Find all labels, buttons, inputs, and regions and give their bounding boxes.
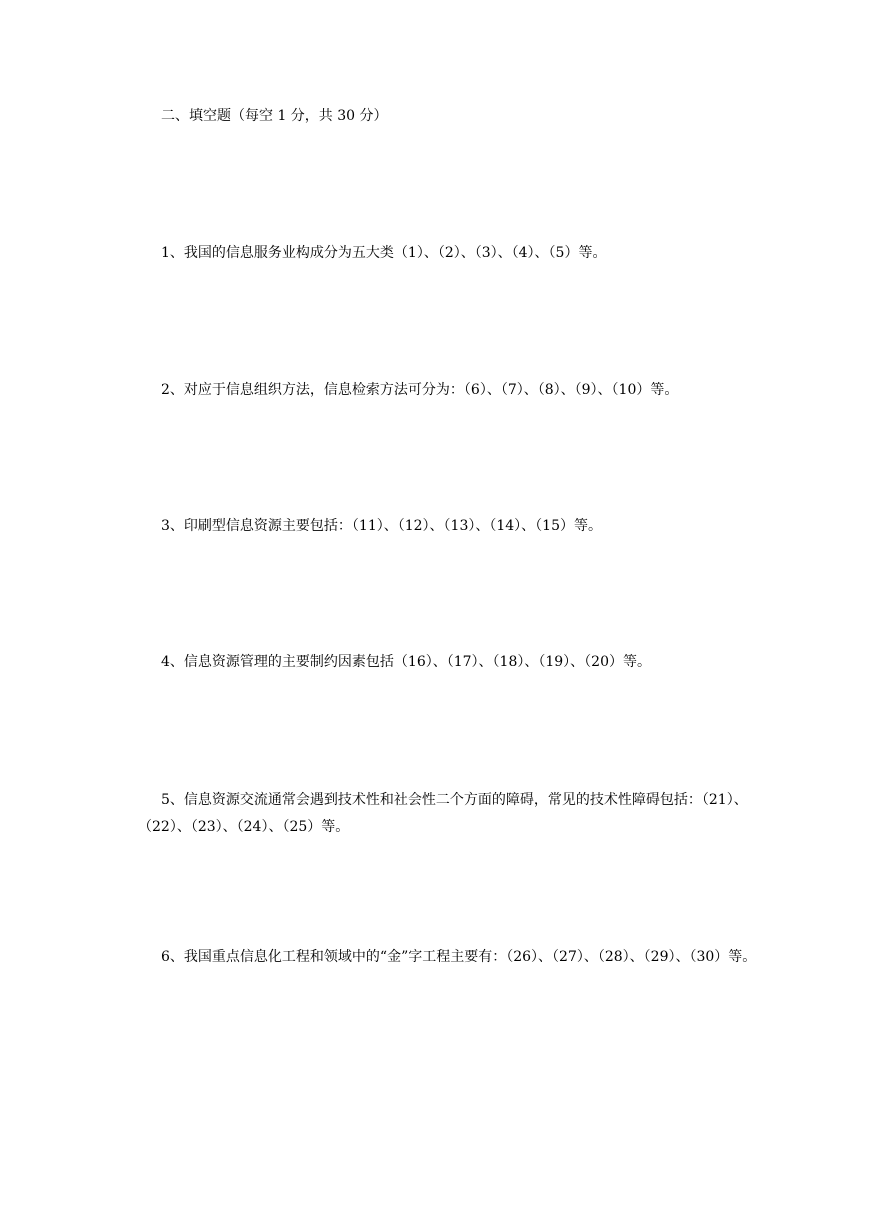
section-heading: 二、填空题（每空 1 分，共 30 分） xyxy=(161,108,388,124)
question-4: 4、信息资源管理的主要制约因素包括（16）、（17）、（18）、（19）、（20）等。 xyxy=(161,654,651,670)
question-3: 3、印刷型信息资源主要包括：（11）、（12）、（13）、（14）、（15）等。 xyxy=(161,518,602,534)
question-6: 6、我国重点信息化工程和领域中的“金”字工程主要有：（26）、（27）、（28）、（29）、（30）等。 xyxy=(161,949,757,965)
question-2: 2、对应于信息组织方法，信息检索方法可分为：（6）、（7）、（8）、（9）、（10）等。 xyxy=(161,382,679,398)
question-5: 5、信息资源交流通常会遇到技术性和社会性二个方面的障碍，常见的技术性障碍包括：（21）、（22）、（23）、（24）、（25）等。 xyxy=(138,792,748,835)
question-1: 1、我国的信息服务业构成分为五大类（1）、（2）、（3）、（4）、（5）等。 xyxy=(161,245,607,261)
